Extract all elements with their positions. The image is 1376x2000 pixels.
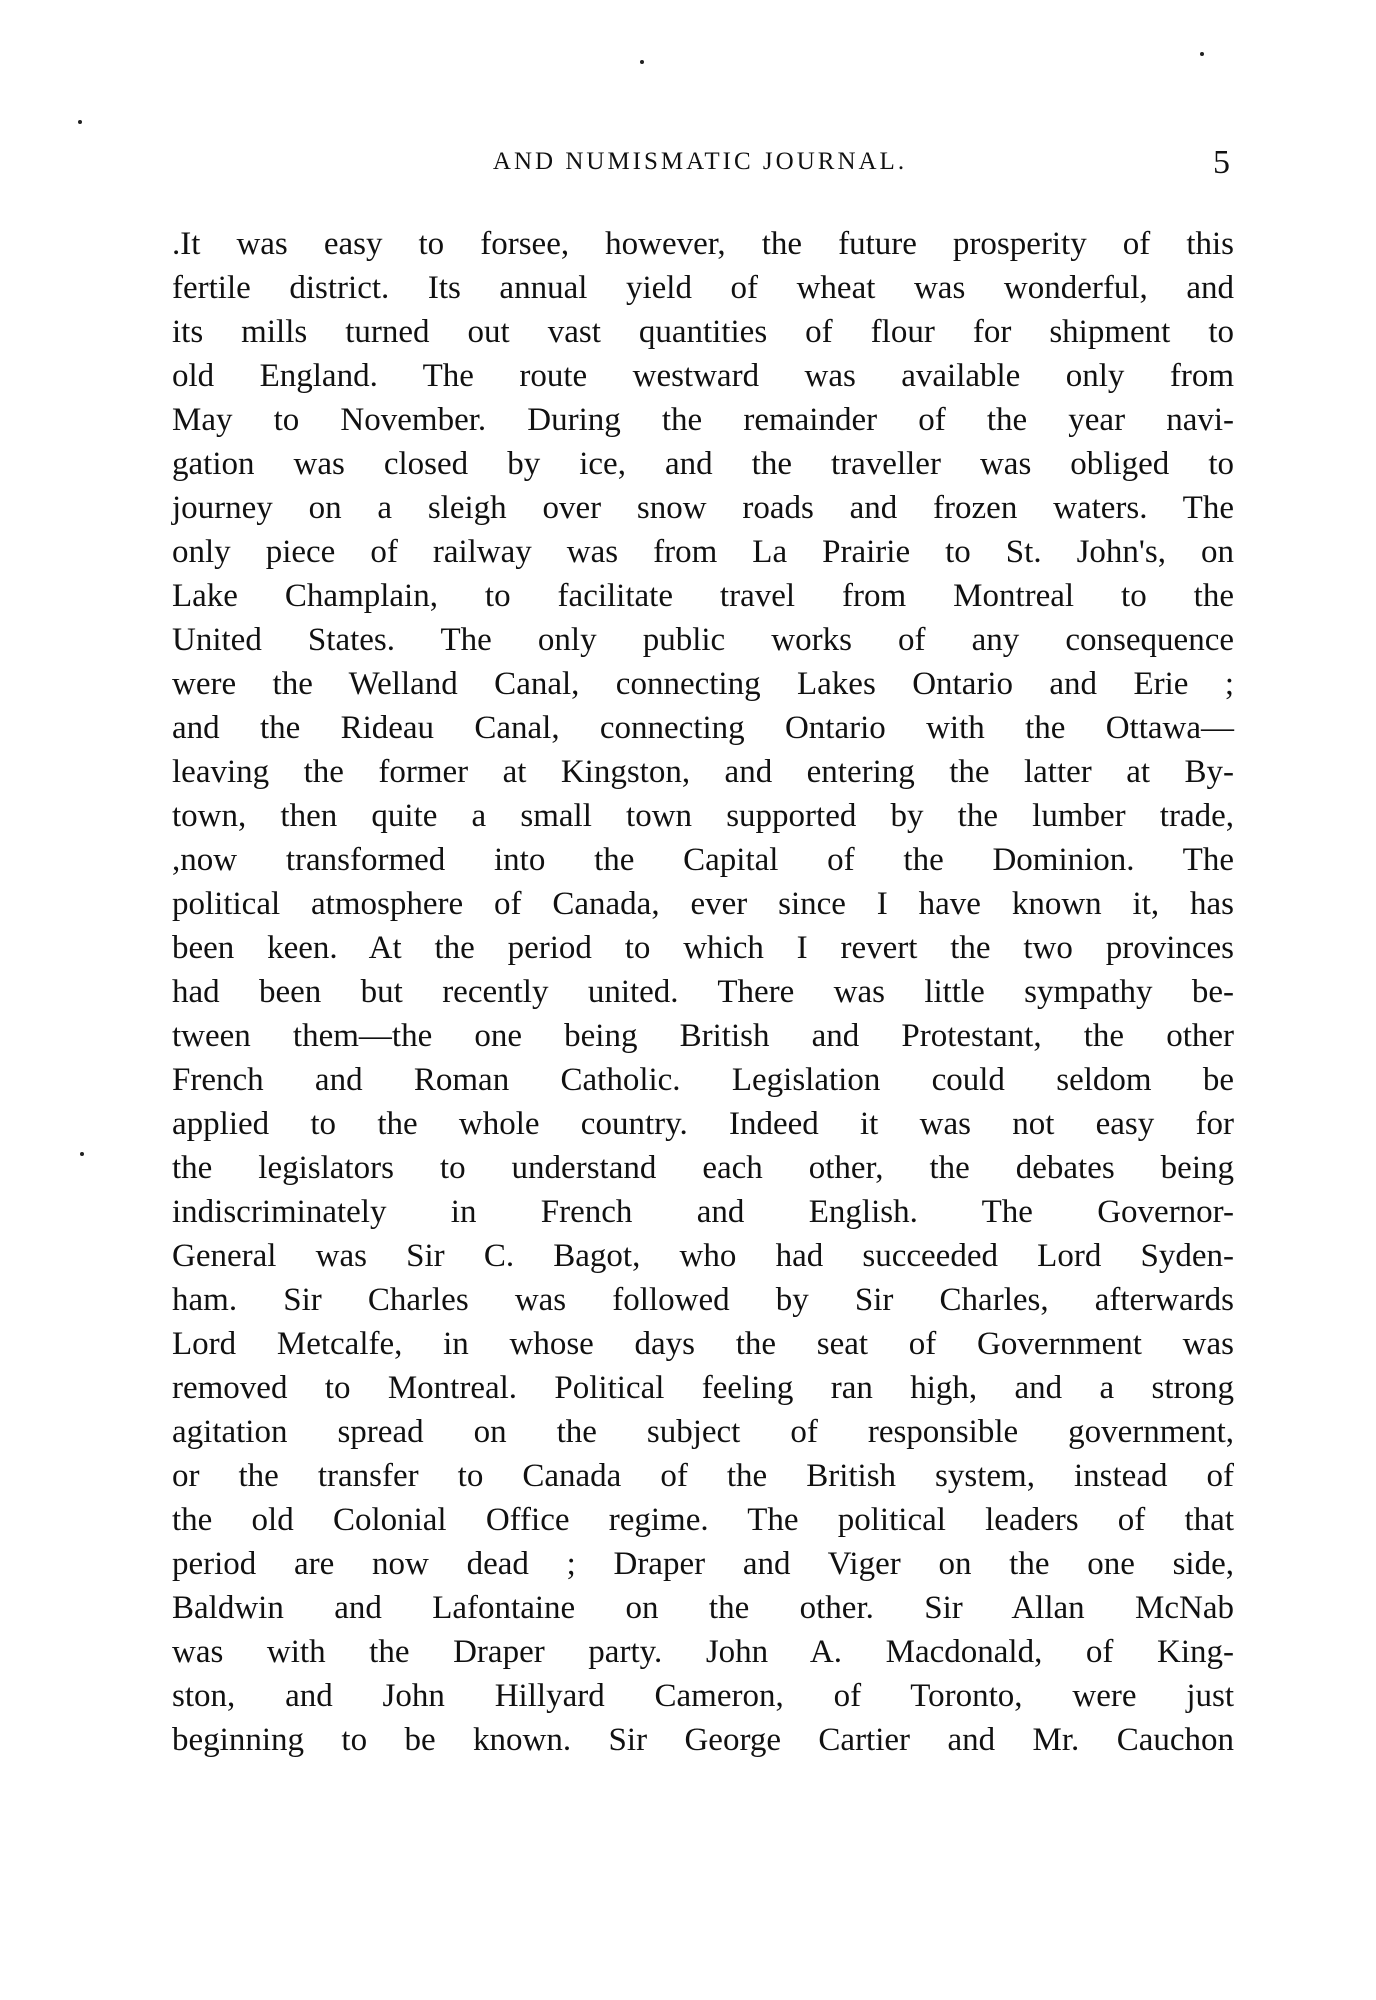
running-head: AND NUMISMATIC JOURNAL. xyxy=(492,148,908,175)
page-header xyxy=(170,144,1230,188)
text-line: only piece of railway was from La Prairie to St. John's, on xyxy=(172,534,1234,570)
text-line: political atmosphere of Canada, ever since I have known it, has xyxy=(172,886,1234,922)
text-line: the legislators to understand each other, the debates being xyxy=(172,1150,1234,1186)
text-line: removed to Montreal. Political feeling ran high, and a strong xyxy=(172,1370,1234,1406)
text-line: applied to the whole country. Indeed it was not easy for xyxy=(172,1106,1234,1142)
text-line: its mills turned out vast quantities of flour for shipment to xyxy=(172,314,1234,350)
text-line: were the Welland Canal, connecting Lakes Ontario and Erie ; xyxy=(172,666,1234,702)
text-line: and the Rideau Canal, connecting Ontario with the Ottawa— xyxy=(172,710,1234,746)
text-line: beginning to be known. Sir George Cartier and Mr. Cauchon xyxy=(172,1722,1234,1758)
text-line: the old Colonial Office regime. The political leaders of that xyxy=(172,1502,1234,1538)
text-line: Lord Metcalfe, in whose days the seat of Government was xyxy=(172,1326,1234,1362)
text-line: had been but recently united. There was little sympathy be- xyxy=(172,974,1234,1010)
text-line: old England. The route westward was available only from xyxy=(172,358,1234,394)
text-line: been keen. At the period to which I revert the two provinces xyxy=(172,930,1234,966)
text-line: agitation spread on the subject of responsible government, xyxy=(172,1414,1234,1450)
text-line: gation was closed by ice, and the traveller was obliged to xyxy=(172,446,1234,482)
text-line: was with the Draper party. John A. Macdonald, of King- xyxy=(172,1634,1234,1670)
scan-speck xyxy=(640,60,644,64)
text-line: Lake Champlain, to facilitate travel from Montreal to the xyxy=(172,578,1234,614)
text-line: ,now transformed into the Capital of the Dominion. The xyxy=(172,842,1234,878)
page-number: 5 xyxy=(1213,144,1230,181)
scan-speck xyxy=(1200,52,1204,56)
text-line: United States. The only public works of any consequence xyxy=(172,622,1234,658)
text-line: General was Sir C. Bagot, who had succeeded Lord Syden- xyxy=(172,1238,1234,1274)
body-text xyxy=(172,222,1234,1762)
text-line: or the transfer to Canada of the British system, instead of xyxy=(172,1458,1234,1494)
text-line: town, then quite a small town supported by the lumber trade, xyxy=(172,798,1234,834)
text-line: ston, and John Hillyard Cameron, of Toronto, were just xyxy=(172,1678,1234,1714)
text-line: leaving the former at Kingston, and entering the latter at By- xyxy=(172,754,1234,790)
text-line: journey on a sleigh over snow roads and frozen waters. The xyxy=(172,490,1234,526)
text-line: period are now dead ; Draper and Viger on the one side, xyxy=(172,1546,1234,1582)
scan-speck xyxy=(78,120,82,124)
text-line: fertile district. Its annual yield of wheat was wonderful, and xyxy=(172,270,1234,306)
text-line: ham. Sir Charles was followed by Sir Charles, afterwards xyxy=(172,1282,1234,1318)
text-line: .It was easy to forsee, however, the future prosperity of this xyxy=(172,226,1234,262)
text-line: indiscriminately in French and English. The Governor- xyxy=(172,1194,1234,1230)
scan-speck xyxy=(80,1152,84,1156)
text-line: tween them—the one being British and Protestant, the other xyxy=(172,1018,1234,1054)
text-line: May to November. During the remainder of the year navi- xyxy=(172,402,1234,438)
text-line: Baldwin and Lafontaine on the other. Sir Allan McNab xyxy=(172,1590,1234,1626)
text-line: French and Roman Catholic. Legislation could seldom be xyxy=(172,1062,1234,1098)
